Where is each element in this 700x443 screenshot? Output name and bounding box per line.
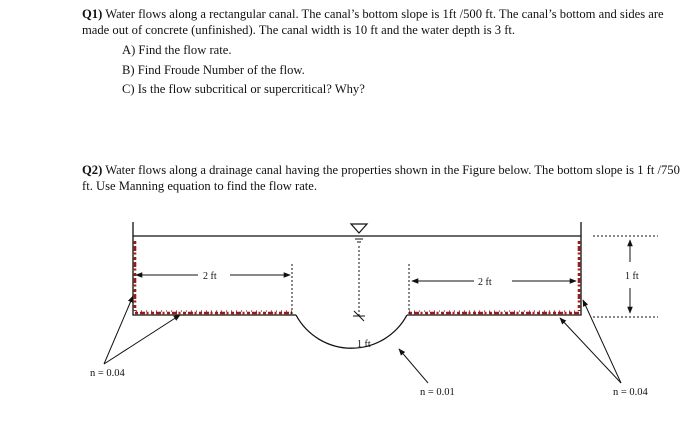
question-1-part-a: A) Find the flow rate. [122, 43, 232, 58]
rough-bed-texture [135, 241, 579, 313]
question-2-number: Q2) [82, 163, 103, 177]
dimension-extension-lines [292, 246, 409, 316]
n-middle-leader [399, 349, 428, 383]
question-1-number: Q1) [82, 7, 103, 21]
semicircle-depth-label: 1 ft [357, 339, 371, 350]
question-2-body: Water flows along a drainage canal having the properties shown in the Figure below. The bottom slope is 1 ft /750 ft. Use Manning equation to find the flow rate. [82, 163, 680, 194]
n-right-label: n = 0.04 [613, 387, 648, 398]
n-left-leaders [104, 296, 180, 364]
n-left-label: n = 0.04 [90, 368, 125, 379]
depth-label: 1 ft [625, 271, 639, 282]
question-1-part-c: C) Is the flow subcritical or supercritical? Why? [122, 82, 365, 97]
left-width-label: 2 ft [203, 271, 217, 282]
right-width-label: 2 ft [478, 277, 492, 288]
free-surface-symbol [351, 224, 367, 242]
canal-outline [133, 222, 581, 348]
question-1-part-b: B) Find Froude Number of the flow. [122, 62, 305, 77]
n-middle-label: n = 0.01 [420, 387, 455, 398]
question-1-body: Water flows along a rectangular canal. The canal’s bottom slope is 1ft /500 ft. The canal’s bottom and sides are made out of concrete (unfinished). The canal width is 10 ft and the water depth is 3 ft. [82, 7, 664, 38]
